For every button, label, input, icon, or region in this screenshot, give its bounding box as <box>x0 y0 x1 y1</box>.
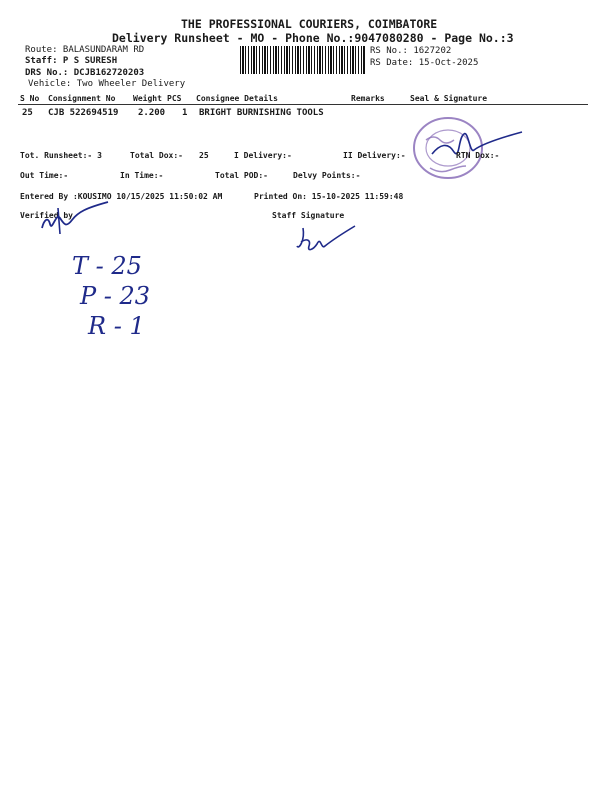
staff-signature-mark <box>295 222 365 262</box>
handwritten-note-3: R - 1 <box>88 312 145 340</box>
total-dox-label: Total Dox:- <box>130 151 183 160</box>
staff-signature-label: Staff Signature <box>272 211 345 220</box>
row-consignee: BRIGHT BURNISHING TOOLS <box>199 108 324 118</box>
ii-delivery: II Delivery:- <box>343 151 406 160</box>
handwritten-note-2: P - 23 <box>80 282 151 310</box>
col-header-pcs: PCS <box>167 94 182 103</box>
col-header-weight: Weight <box>133 94 162 103</box>
seal-signature <box>430 124 540 174</box>
in-time: In Time:- <box>120 171 164 180</box>
staff-text: Staff: P S SURESH <box>25 56 118 66</box>
tot-runsheet: Tot. Runsheet:- 3 <box>20 151 102 160</box>
handwritten-note-1: T - 25 <box>72 252 142 280</box>
barcode-image <box>240 46 366 74</box>
rs-no-text: RS No.: 1627202 <box>370 46 452 56</box>
col-header-consignee: Consignee Details <box>196 94 278 103</box>
col-header-consignment: Consignment No <box>48 94 116 103</box>
i-delivery: I Delivery:- <box>234 151 292 160</box>
rtn-dox: RTN Dox:- <box>456 151 500 160</box>
total-dox-value: 25 <box>199 151 209 160</box>
entered-by: Entered By :KOUSIMO 10/15/2025 11:50:02 AM <box>20 192 223 201</box>
col-header-sno: S No <box>20 94 40 103</box>
out-time: Out Time:- <box>20 171 69 180</box>
printed-on: Printed On: 15-10-2025 11:59:48 <box>254 192 404 201</box>
verified-signature <box>38 198 118 238</box>
row-consignment: CJB 522694519 <box>48 108 119 118</box>
runsheet-subtitle: Delivery Runsheet - MO - Phone No.:9047080280 - Page No.:3 <box>112 31 514 45</box>
rs-date-text: RS Date: 15-Oct-2025 <box>370 58 479 68</box>
row-sno: 25 <box>22 108 33 118</box>
route-text: Route: BALASUNDARAM RD <box>25 45 145 55</box>
delvy-points: Delvy Points:- <box>293 171 361 180</box>
drs-text: DRS No.: DCJB162720203 <box>25 68 145 78</box>
vehicle-text: Vehicle: Two Wheeler Delivery <box>28 79 186 89</box>
company-title: THE PROFESSIONAL COURIERS, COIMBATORE <box>181 17 438 31</box>
row-weight: 2.200 <box>138 108 166 118</box>
col-header-remarks: Remarks <box>351 94 385 103</box>
row-pcs: 1 <box>182 108 188 118</box>
verified-by-label: Verified by <box>20 211 73 220</box>
total-pod: Total POD:- <box>215 171 268 180</box>
col-header-seal: Seal & Signature <box>410 94 488 103</box>
